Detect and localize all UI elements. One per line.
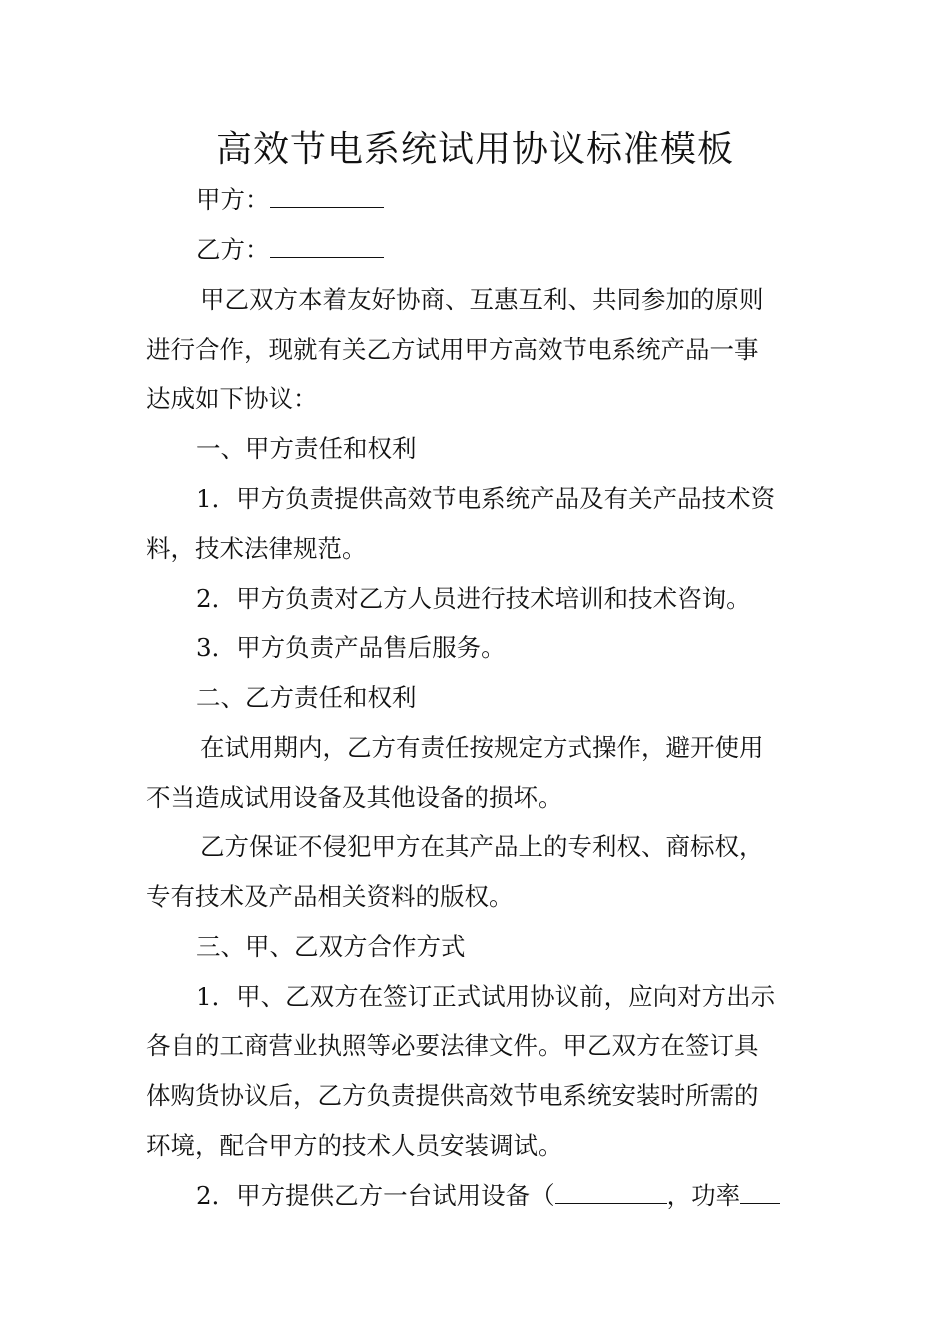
paragraph-line: 在试用期内，乙方有责任按规定方式操作，避开使用 <box>200 733 764 762</box>
paragraph-line: 环境，配合甲方的技术人员安装调试。 <box>146 1131 563 1160</box>
party-a-line <box>196 182 810 218</box>
paragraph-line: 专有技术及产品相关资料的版权。 <box>146 882 514 911</box>
paragraph-line: 1．甲方负责提供高效节电系统产品及有关产品技术资 <box>196 484 776 513</box>
section-heading: 二、乙方责任和权利 <box>196 683 417 712</box>
paragraph-line: 甲乙双方本着友好协商、互惠互利、共同参加的原则 <box>200 285 764 314</box>
paragraph-line: 3．甲方负责产品售后服务。 <box>196 633 506 662</box>
document-title: 高效节电系统试用协议标准模板 <box>215 129 734 170</box>
party-a-label: 甲方： <box>196 185 270 214</box>
party-b-blank <box>270 235 384 258</box>
paragraph-line: 不当造成试用设备及其他设备的损坏。 <box>146 783 563 812</box>
party-a-blank <box>270 185 384 208</box>
party-b-line <box>196 232 810 268</box>
paragraph-line: 1．甲、乙双方在签订正式试用协议前，应向对方出示 <box>196 982 776 1011</box>
section-heading: 一、甲方责任和权利 <box>196 434 417 463</box>
power-blank <box>740 1181 780 1204</box>
paragraph-line: 各自的工商营业执照等必要法律文件。甲乙双方在签订具 <box>146 1031 759 1060</box>
paragraph-line: 2．甲方负责对乙方人员进行技术培训和技术咨询。 <box>196 584 751 613</box>
party-b-label: 乙方： <box>196 235 270 264</box>
device-model-blank <box>555 1181 667 1204</box>
paragraph-line <box>196 1178 810 1214</box>
device-clause-text: 2．甲方提供乙方一台试用设备（ <box>196 1181 555 1210</box>
paragraph-line: 体购货协议后，乙方负责提供高效节电系统安装时所需的 <box>146 1081 759 1110</box>
paragraph-line: 进行合作，现就有关乙方试用甲方高效节电系统产品一事 <box>146 335 759 364</box>
power-clause-text: ，功率 <box>666 1181 741 1210</box>
paragraph-line: 料，技术法律规范。 <box>146 534 367 563</box>
section-heading: 三、甲、乙双方合作方式 <box>196 932 466 961</box>
paragraph-line: 达成如下协议： <box>146 384 318 413</box>
paragraph-line: 乙方保证不侵犯甲方在其产品上的专利权、商标权， <box>200 832 764 861</box>
